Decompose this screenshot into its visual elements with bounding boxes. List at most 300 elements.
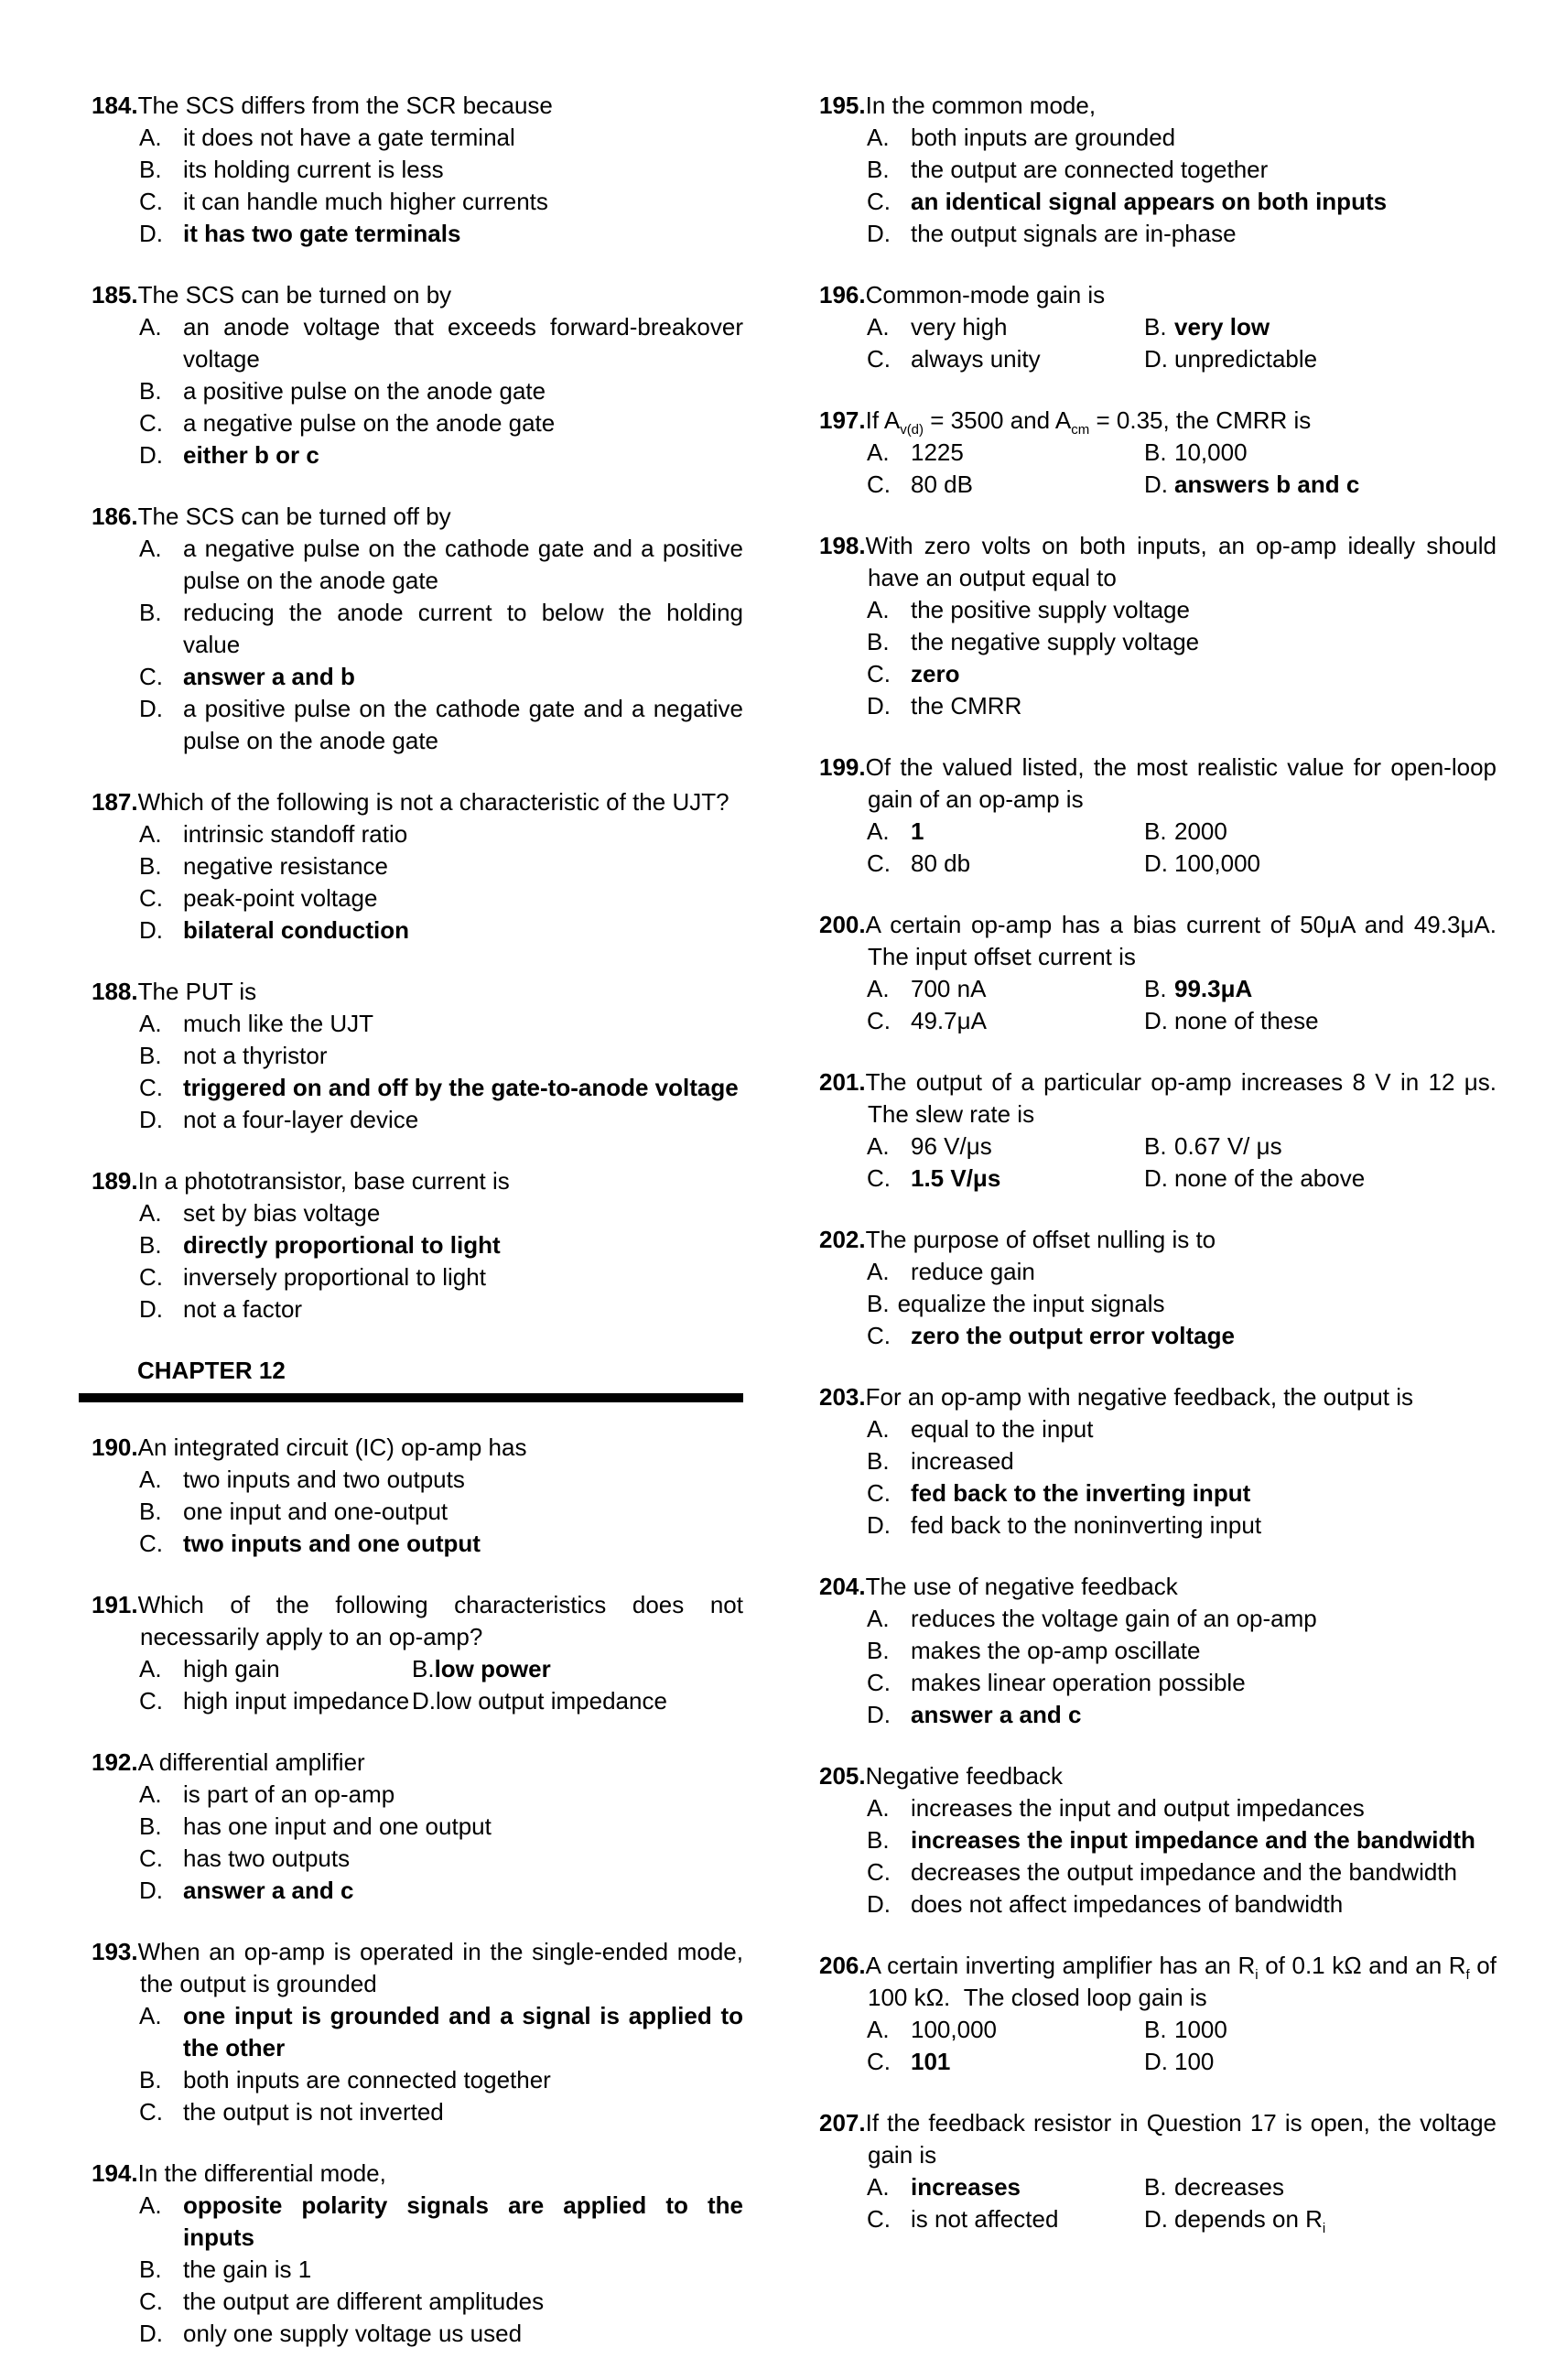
question-item (92, 1747, 743, 1907)
option-letter: B. (1144, 2173, 1167, 2201)
option-text: directly proportional to light (183, 1231, 501, 1259)
option-row (92, 1779, 743, 1811)
option-cell (412, 1653, 743, 1685)
option-letter: C. (139, 188, 163, 215)
option-row (92, 1229, 743, 1261)
option-cell (1144, 2203, 1497, 2235)
option-row (92, 1261, 743, 1293)
option-row (819, 1888, 1497, 1920)
option-text: bilateral conduction (183, 916, 410, 944)
option-letter: D. (867, 1511, 891, 1539)
question-number: 197. (819, 406, 866, 434)
question-text: 186.The SCS can be turned off by (92, 503, 451, 530)
option-text: triggered on and off by the gate-to-anode voltage (183, 1074, 739, 1101)
option-letter: B. (867, 628, 890, 655)
question-text: 189.In a phototransistor, base current is (92, 1167, 510, 1195)
option-text: unpredictable (1174, 345, 1318, 373)
option-letter: C. (867, 1007, 891, 1034)
question-number: 184. (92, 92, 138, 119)
option-letter: D. (139, 2320, 163, 2347)
option-text: high gain (183, 1655, 280, 1682)
subscript: i (1255, 1967, 1259, 1984)
option-text: the CMRR (911, 692, 1022, 719)
option-letter: C. (139, 1844, 163, 1872)
option-text: peak-point voltage (183, 884, 378, 912)
question-number: 186. (92, 503, 138, 530)
option-letter: C. (867, 1858, 891, 1886)
option-text: only one supply voltage us used (183, 2320, 523, 2347)
question-item (92, 2158, 743, 2350)
option-cell (1144, 816, 1497, 848)
option-letter: A. (867, 1258, 890, 1285)
option-letter: A. (867, 438, 890, 466)
option-letter: A. (867, 2173, 890, 2201)
option-letter: B. (139, 1812, 162, 1840)
option-letter: C. (139, 409, 163, 437)
option-letter: C. (867, 471, 891, 498)
option-row (92, 1072, 743, 1104)
option-row (819, 1256, 1497, 1288)
option-row (92, 154, 743, 186)
option-text: the positive supply voltage (911, 596, 1190, 623)
option-text: not a factor (183, 1295, 303, 1323)
question-text: 205.Negative feedback (819, 1762, 1063, 1790)
option-text: zero the output error voltage (911, 1322, 1235, 1349)
question-number: 195. (819, 92, 866, 119)
option-text: has one input and one output (183, 1812, 492, 1840)
option-text: one input and one-output (183, 1498, 448, 1525)
question-text: 193.When an op-amp is operated in the single-ended mode, the output is grounded (92, 1938, 743, 1997)
option-cell (1144, 1130, 1497, 1163)
option-text: makes linear operation possible (911, 1669, 1246, 1696)
option-text: equal to the input (911, 1415, 1094, 1443)
option-row (92, 311, 743, 375)
option-text: opposite polarity signals are applied to the inputs (183, 2191, 743, 2251)
option-row (819, 2171, 1497, 2203)
question-text: 203.For an op-amp with negative feedback, the output is (819, 1383, 1413, 1411)
option-row (92, 1653, 743, 1685)
question-text: 204.The use of negative feedback (819, 1573, 1178, 1600)
option-row (92, 850, 743, 882)
question-item (92, 1432, 743, 1560)
question-item (92, 1936, 743, 2128)
option-text: low output impedance (436, 1687, 667, 1715)
question-item (819, 1381, 1497, 1542)
option-row (92, 1496, 743, 1528)
option-letter: D. (1144, 1007, 1168, 1034)
option-letter: A. (139, 2191, 162, 2219)
option-letter: B. (867, 156, 890, 183)
subscript: v(d) (900, 422, 924, 438)
subscript: cm (1071, 422, 1090, 438)
question-number: 185. (92, 281, 138, 308)
option-letter: C. (867, 2048, 891, 2075)
option-text: 700 nA (911, 975, 987, 1002)
option-row (92, 2254, 743, 2286)
option-letter: D. (1144, 345, 1168, 373)
option-row (819, 816, 1497, 848)
question-text: 206.A certain inverting amplifier has an $R_i$ of 0.1 kΩ and an $R_f$ of 100 kΩ. The closed loop gain is (819, 1952, 1497, 2011)
option-letter: D. (1144, 849, 1168, 877)
option-letter: B. (139, 2066, 162, 2093)
option-letter: D. (1144, 2048, 1168, 2075)
option-cell (1144, 2171, 1497, 2203)
option-letter: A. (867, 1605, 890, 1632)
option-row (819, 437, 1497, 469)
question-number: 189. (92, 1167, 138, 1195)
question-item (819, 909, 1497, 1037)
option-row (819, 1635, 1497, 1667)
option-row (92, 597, 743, 661)
option-letter: C. (139, 884, 163, 912)
option-text: reduces the voltage gain of an op-amp (911, 1605, 1317, 1632)
option-text: decreases the output impedance and the bandwidth (911, 1858, 1457, 1886)
option-row (92, 2000, 743, 2064)
option-letter: D. (139, 1106, 163, 1133)
option-letter: B. (139, 1042, 162, 1069)
option-letter: B. (1144, 1132, 1167, 1160)
option-text: 101 (911, 2048, 951, 2075)
question-item (819, 1571, 1497, 1731)
option-cell (1144, 848, 1497, 880)
question-number: 198. (819, 532, 866, 559)
option-letter: D. (1144, 2205, 1168, 2233)
question-text: 194.In the differential mode, (92, 2159, 386, 2187)
option-row (92, 186, 743, 218)
option-text: 100,000 (911, 2016, 997, 2043)
option-text: 1 (911, 817, 924, 845)
option-letter: A. (139, 820, 162, 848)
question-item (92, 90, 743, 250)
right-column (819, 90, 1497, 2265)
option-text: intrinsic standoff ratio (183, 820, 408, 848)
question-text: 187.Which of the following is not a characteristic of the UJT? (92, 788, 729, 816)
option-row (819, 594, 1497, 626)
option-cell (1144, 311, 1497, 343)
option-row (819, 690, 1497, 722)
option-text: fed back to the inverting input (911, 1479, 1251, 1507)
question-number: 199. (819, 753, 866, 781)
option-letter: D. (139, 1295, 163, 1323)
option-letter: C. (139, 1074, 163, 1101)
option-text: 80 dB (911, 471, 973, 498)
option-cell (819, 848, 1144, 880)
option-letter: D. (412, 1687, 436, 1715)
option-row (92, 407, 743, 439)
option-letter: D. (139, 220, 163, 247)
option-row (819, 658, 1497, 690)
option-letter: B. (139, 377, 162, 405)
option-text: the output is not inverted (183, 2098, 444, 2126)
option-text: increases the input and output impedances (911, 1794, 1365, 1822)
question-item (819, 1066, 1497, 1195)
option-letter: A. (867, 1132, 890, 1160)
option-text: 99.3μA (1174, 975, 1253, 1002)
option-row (819, 1413, 1497, 1445)
question-text: 201.The output of a particular op-amp increases 8 V in 12 μs. The slew rate is (819, 1068, 1497, 1128)
option-row (92, 818, 743, 850)
option-letter: A. (867, 817, 890, 845)
option-cell (819, 437, 1144, 469)
option-row (92, 1104, 743, 1136)
option-letter: D. (139, 1877, 163, 1904)
option-text: answers b and c (1174, 471, 1360, 498)
option-text: its holding current is less (183, 156, 444, 183)
option-row (819, 1005, 1497, 1037)
option-letter: C. (867, 1164, 891, 1192)
option-cell (819, 2171, 1144, 2203)
option-letter: B. (139, 1498, 162, 1525)
option-letter: B. (1144, 313, 1167, 341)
option-cell (92, 1685, 412, 1717)
option-text: makes the op-amp oscillate (911, 1637, 1201, 1664)
question-text: 207.If the feedback resistor in Question 17 is open, the voltage gain is (819, 2109, 1497, 2169)
option-letter: C. (867, 849, 891, 877)
option-letter: C. (867, 1479, 891, 1507)
option-letter: C. (139, 1687, 163, 1715)
question-number: 191. (92, 1591, 138, 1618)
question-item (819, 2107, 1497, 2235)
option-cell (819, 1130, 1144, 1163)
option-letter: C. (139, 663, 163, 690)
option-letter: D. (139, 695, 163, 722)
option-text: 80 db (911, 849, 971, 877)
option-letter: C. (867, 188, 891, 215)
question-number: 196. (819, 281, 866, 308)
option-row (819, 1445, 1497, 1477)
option-letter: C. (139, 1263, 163, 1291)
option-letter: A. (139, 1655, 162, 1682)
option-letter: B. (1144, 975, 1167, 1002)
subscript: f (1465, 1967, 1470, 1984)
option-letter: C. (867, 2205, 891, 2233)
question-item (92, 1165, 743, 1325)
question-number: 200. (819, 911, 866, 938)
question-item (92, 279, 743, 471)
option-row (819, 1509, 1497, 1542)
option-row (819, 311, 1497, 343)
question-item (819, 405, 1497, 501)
option-row (92, 882, 743, 914)
option-row (92, 1293, 743, 1325)
question-item (92, 1589, 743, 1717)
option-letter: B. (139, 2256, 162, 2283)
chapter-rule (79, 1393, 743, 1402)
question-number: 203. (819, 1383, 866, 1411)
option-text: answer a and c (911, 1701, 1082, 1728)
option-row (92, 2190, 743, 2254)
option-text: 1.5 V/μs (911, 1164, 1001, 1192)
option-letter: D. (867, 1701, 891, 1728)
option-text: is not affected (911, 2205, 1059, 2233)
option-row (819, 848, 1497, 880)
option-row (819, 186, 1497, 218)
option-text: equalize the input signals (897, 1290, 1165, 1317)
option-row (92, 1008, 743, 1040)
option-text: a negative pulse on the anode gate (183, 409, 556, 437)
option-text: reduce gain (911, 1258, 1035, 1285)
option-cell (1144, 437, 1497, 469)
option-letter: D. (1144, 471, 1168, 498)
option-text: answer a and b (183, 663, 355, 690)
option-cell (1144, 343, 1497, 375)
question-number: 207. (819, 2109, 866, 2137)
question-text: 198.With zero volts on both inputs, an op-amp ideally should have an output equal to (819, 532, 1497, 591)
question-number: 193. (92, 1938, 138, 1965)
option-letter: A. (139, 313, 162, 341)
option-text: negative resistance (183, 852, 389, 880)
option-row (92, 2286, 743, 2318)
option-letter: A. (139, 1199, 162, 1227)
option-letter: B. (412, 1655, 435, 1682)
option-letter: A. (867, 124, 890, 151)
option-letter: B. (139, 156, 162, 183)
left-column (92, 90, 743, 2379)
option-letter: A. (867, 1415, 890, 1443)
question-number: 206. (819, 1952, 866, 1979)
option-text: high input impedance (183, 1687, 410, 1715)
option-cell (412, 1685, 743, 1717)
chapter-section (92, 1355, 743, 1402)
option-letter: B. (139, 599, 162, 626)
option-row (92, 533, 743, 597)
option-text: it can handle much higher currents (183, 188, 548, 215)
option-letter: A. (139, 1466, 162, 1493)
option-cell (819, 469, 1144, 501)
option-row (819, 1824, 1497, 1856)
option-cell (819, 1005, 1144, 1037)
question-item (819, 530, 1497, 722)
option-letter: B. (867, 1447, 890, 1475)
option-cell (819, 311, 1144, 343)
option-text: 96 V/μs (911, 1132, 992, 1160)
question-item (92, 501, 743, 757)
option-row (92, 1875, 743, 1907)
question-text: 196.Common-mode gain is (819, 281, 1106, 308)
option-cell (1144, 1005, 1497, 1037)
option-cell (1144, 973, 1497, 1005)
option-letter: D. (867, 220, 891, 247)
option-text: decreases (1174, 2173, 1284, 2201)
option-letter: B. (1144, 2016, 1167, 2043)
option-letter: C. (139, 2098, 163, 2126)
subscript: i (1322, 2221, 1326, 2237)
option-cell (1144, 2046, 1497, 2078)
option-text: two inputs and two outputs (183, 1466, 465, 1493)
option-row (819, 1130, 1497, 1163)
option-letter: A. (867, 313, 890, 341)
option-row (819, 154, 1497, 186)
option-text: increases (911, 2173, 1021, 2201)
question-text: 195.In the common mode, (819, 92, 1097, 119)
option-text: an identical signal appears on both inputs (911, 188, 1388, 215)
question-number: 187. (92, 788, 138, 816)
option-cell (819, 343, 1144, 375)
option-letter: C. (139, 2288, 163, 2315)
option-row (92, 439, 743, 471)
option-cell (819, 1163, 1144, 1195)
option-letter: D. (867, 1890, 891, 1918)
question-item (92, 976, 743, 1136)
option-letter: A. (867, 975, 890, 1002)
option-letter: A. (139, 1780, 162, 1808)
option-text: the gain is 1 (183, 2256, 312, 2283)
option-row (819, 1856, 1497, 1888)
option-cell (819, 816, 1144, 848)
option-row (92, 1197, 743, 1229)
option-letter: B. (139, 1231, 162, 1259)
option-text: not a thyristor (183, 1042, 328, 1069)
option-cell (92, 1653, 412, 1685)
option-row (819, 2203, 1497, 2235)
option-text: low power (434, 1655, 551, 1682)
option-row (92, 2064, 743, 2096)
option-letter: A. (867, 596, 890, 623)
question-text: 197.If $A_{v(d)} = 3500$ and $A_{cm} = 0.35$, the CMRR is (819, 406, 1312, 438)
option-text: 10,000 (1174, 438, 1248, 466)
option-letter: C. (867, 660, 891, 687)
option-text: 100,000 (1174, 849, 1260, 877)
option-text: zero (911, 660, 960, 687)
option-row (819, 1603, 1497, 1635)
option-row (819, 1699, 1497, 1731)
option-letter: B. (867, 1290, 890, 1317)
option-text: increased (911, 1447, 1014, 1475)
option-row (92, 693, 743, 757)
option-row (92, 1464, 743, 1496)
option-text: one input is grounded and a signal is applied to the other (183, 2002, 743, 2061)
option-row (92, 2096, 743, 2128)
option-text: has two outputs (183, 1844, 351, 1872)
option-text: the negative supply voltage (911, 628, 1200, 655)
question-number: 194. (92, 2159, 138, 2187)
option-row (819, 122, 1497, 154)
option-text: reducing the anode current to below the holding value (183, 599, 743, 658)
option-text: none of these (1174, 1007, 1319, 1034)
chapter-heading: CHAPTER 12 (137, 1357, 286, 1384)
option-row (92, 375, 743, 407)
question-item (819, 1760, 1497, 1920)
option-row (819, 1288, 1497, 1320)
question-number: 188. (92, 978, 138, 1005)
option-text: the output are connected together (911, 156, 1269, 183)
option-text: not a four-layer device (183, 1106, 419, 1133)
option-text: two inputs and one output (183, 1530, 481, 1557)
option-row (819, 2046, 1497, 2078)
option-row (92, 1528, 743, 1560)
question-text: 190.An integrated circuit (IC) op-amp has (92, 1433, 527, 1461)
question-text: 200.A certain op-amp has a bias current of 50μA and 49.3μA. The input offset current is (819, 911, 1497, 970)
question-text: 202.The purpose of offset nulling is to (819, 1226, 1216, 1253)
option-row (819, 626, 1497, 658)
option-letter: D. (867, 692, 891, 719)
option-row (92, 1040, 743, 1072)
option-text: a positive pulse on the cathode gate and a negative pulse on the anode gate (183, 695, 743, 754)
option-text: set by bias voltage (183, 1199, 381, 1227)
option-row (819, 2014, 1497, 2046)
option-text: none of the above (1174, 1164, 1366, 1192)
option-row (92, 1685, 743, 1717)
option-letter: C. (867, 1669, 891, 1696)
question-text: 192.A differential amplifier (92, 1748, 365, 1776)
option-row (819, 343, 1497, 375)
option-text: increases the input impedance and the bandwidth (911, 1826, 1475, 1854)
option-letter: A. (139, 2002, 162, 2029)
question-text: 185.The SCS can be turned on by (92, 281, 452, 308)
option-row (819, 973, 1497, 1005)
option-text: inversely proportional to light (183, 1263, 486, 1291)
option-cell (1144, 469, 1497, 501)
